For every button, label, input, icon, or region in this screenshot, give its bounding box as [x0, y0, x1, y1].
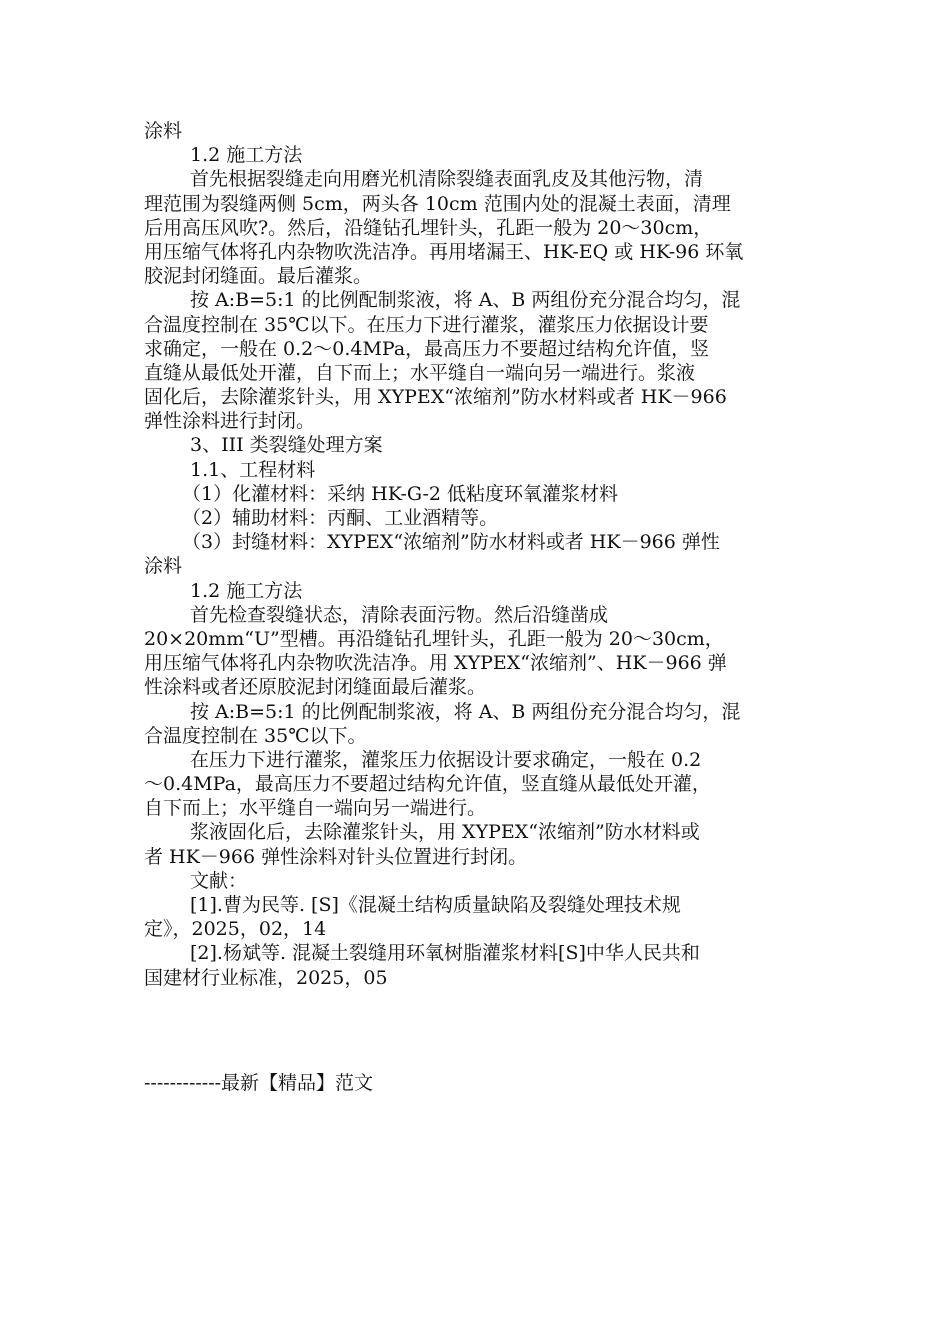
text-line: （3）封缝材料：XYPEX“浓缩剂”防水材料或者 HK－966 弹性 — [182, 531, 720, 554]
text-line: 直缝从最低处开灌，自下而上；水平缝自一端向另一端进行。浆液 — [144, 361, 696, 384]
text-line: 理范围为裂缝两侧 5cm，两头各 10cm 范围内处的混凝土表面，清理 — [144, 192, 731, 215]
text-line: 固化后，去除灌浆针头，用 XYPEX“浓缩剂”防水材料或者 HK－966 — [144, 386, 727, 409]
text-line: 首先根据裂缝走向用磨光机清除裂缝表面乳皮及其他污物，清 — [190, 168, 704, 191]
text-line: 求确定，一般在 0.2～0.4MPa，最高压力不要超过结构允许值，竖 — [144, 337, 710, 360]
text-line: （2）辅助材料：丙酮、工业酒精等。 — [182, 507, 499, 529]
text-line: 涂料 — [144, 120, 183, 142]
text-line: 用压缩气体将孔内杂物吹洗洁净。用 XYPEX“浓缩剂”、HK－966 弹 — [144, 652, 727, 675]
text-line: 1.2 施工方法 — [190, 579, 303, 602]
document-body — [144, 119, 808, 990]
text-line: 3、III 类裂缝处理方案 — [190, 434, 383, 457]
text-line: 定》，2025，02，14 — [144, 918, 327, 941]
text-line: 后用高压风吹?。然后，沿缝钻孔埋针头，孔距一般为 20～30cm， — [144, 216, 713, 239]
text-line: 合温度控制在 35℃以下。在压力下进行灌浆，灌浆压力依据设计要 — [144, 313, 709, 336]
text-line: 首先检查裂缝状态，清除表面污物。然后沿缝凿成 — [190, 603, 609, 626]
text-line: ～0.4MPa，最高压力不要超过结构允许值，竖直缝从最低处开灌， — [144, 773, 711, 796]
text-line: 在压力下进行灌浆，灌浆压力依据设计要求确定，一般在 0.2 — [190, 748, 702, 771]
text-line: [2].杨斌等. 混凝土裂缝用环氧树脂灌浆材料[S]中华人民共和 — [190, 942, 700, 965]
text-line: 者 HK－966 弹性涂料对针头位置进行封闭。 — [144, 845, 528, 868]
text-line: 涂料 — [144, 555, 183, 578]
text-line: [1].曹为民等. [S]《混凝土结构质量缺陷及裂缝处理技术规 — [190, 894, 681, 916]
text-line: 弹性涂料进行封闭。 — [144, 410, 316, 433]
text-line: 用压缩气体将孔内杂物吹洗洁净。再用堵漏王、HK-EQ 或 HK-96 环氧 — [144, 240, 744, 263]
text-line: 性涂料或者还原胶泥封闭缝面最后灌浆。 — [144, 676, 487, 699]
text-line: 胶泥封闭缝面。最后灌浆。 — [144, 265, 373, 288]
text-line: 浆液固化后，去除灌浆针头，用 XYPEX“浓缩剂”防水材料或 — [190, 821, 700, 844]
text-line: 按 A:B=5:1 的比例配制浆液，将 A、B 两组份充分混合均匀，混 — [190, 289, 741, 312]
text-line: 1.2 施工方法 — [190, 144, 303, 167]
text-line: 文献： — [190, 869, 248, 892]
text-line: 国建材行业标准，2025，05 — [144, 966, 388, 989]
text-line: 自下而上；水平缝自一端向另一端进行。 — [144, 797, 487, 820]
text-line: 20×20mm“U”型槽。再沿缝钻孔埋针头，孔距一般为 20～30cm， — [144, 627, 724, 650]
page-footer: ------------最新【精品】范文 — [144, 1072, 374, 1094]
text-line: 合温度控制在 35℃以下。 — [144, 724, 367, 747]
text-line: （1）化灌材料：采纳 HK-G-2 低粘度环氧灌浆材料 — [182, 482, 619, 505]
text-line: 1.1、工程材料 — [190, 458, 316, 481]
text-line: 按 A:B=5:1 的比例配制浆液，将 A、B 两组份充分混合均匀，混 — [190, 700, 741, 723]
